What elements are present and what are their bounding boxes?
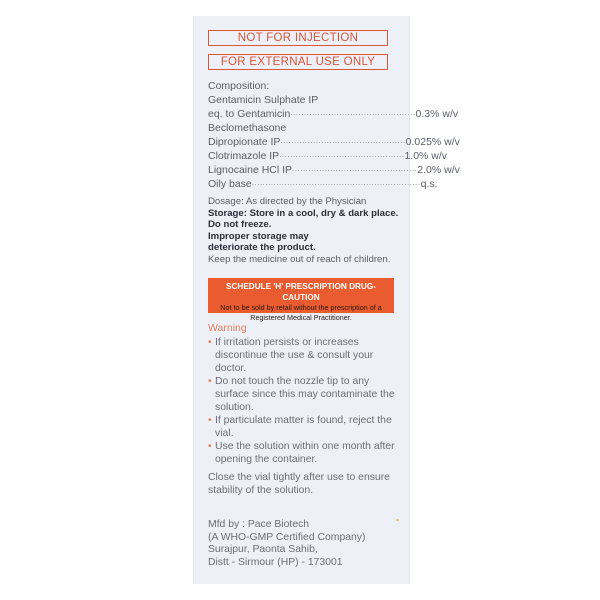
freeze-line: Do not freeze. [208,219,272,230]
leader-dots: .............................................. [290,108,416,117]
warning-block [208,322,398,466]
close-vial-text: Close the vial tightly after use to ensure stability of the solution. [208,472,390,496]
composition-row: Oily base .............................................................. q.s. [208,178,438,190]
schedule-title: SCHEDULE 'H' PRESCRIPTION DRUG-CAUTION [226,282,376,302]
manufacturer-line: (A WHO-GMP Certified Company) [208,531,366,543]
leader-dots: .............................................................. [251,178,421,187]
leader-dots: .............................................. [279,150,405,159]
composition-block [208,79,460,191]
leader-dots: .............................................. [280,136,406,145]
composition-row: eq. to Gentamicin .............................................. 0.3% w/v [208,108,459,120]
dosage-line: Dosage: As directed by the Physician [208,196,367,207]
manufacturer-block [208,519,398,569]
not-for-injection-label: NOT FOR INJECTION [208,30,388,46]
bullet-dot: • [208,415,212,426]
manufacturer-line: Surajpur, Paonta Sahib, [208,544,318,555]
leader-dots: .............................................. [292,164,418,173]
improper-storage-line: Improper storage may deteriorate the product. [208,230,316,253]
dosage-block [208,196,403,265]
label-panel [193,16,460,584]
warning-heading: Warning [208,322,247,334]
composition-row: Gentamicin Sulphate IP [208,94,319,106]
manufacturer-line: Distt - Sirmour (HP) - 173001 [208,556,343,568]
schedule-text: Not to be sold by retail without the prescription of a Registered Medical Practitioner. [220,303,382,322]
bullet-dot: • [208,376,212,387]
bullet-dot: • [208,337,212,348]
composition-heading: Composition: [208,80,270,92]
storage-line: Storage: Store in a cool, dry & dark place. [208,207,399,219]
composition-row: Dipropionate IP .............................................. 0.025% w/v [208,136,460,148]
composition-row: Lignocaine HCl IP .............................................. 2.0% w/v [208,164,460,176]
warning-item: • If particulate matter is found, reject the vial. [208,415,392,439]
warning-item: • Do not touch the nozzle tip to any surface since this may contaminate the solution. [208,376,395,413]
keep-away-line: Keep the medicine out of reach of children. [208,253,391,265]
warning-item: • If irritation persists or increases discontinue the use & consult your doctor. [208,337,374,374]
external-use-label: FOR EXTERNAL USE ONLY [208,54,388,70]
bullet-dot: • [208,441,212,452]
composition-row: Beclomethasone [208,122,287,134]
manufacturer-line: Mfd by : Pace Biotech [208,519,310,530]
warning-item: • Use the solution within one month after opening the container. [208,441,395,465]
schedule-h-band [208,278,394,322]
print-speck [396,519,399,521]
composition-row: Clotrimazole IP .............................................. 1.0% w/v [208,150,448,162]
